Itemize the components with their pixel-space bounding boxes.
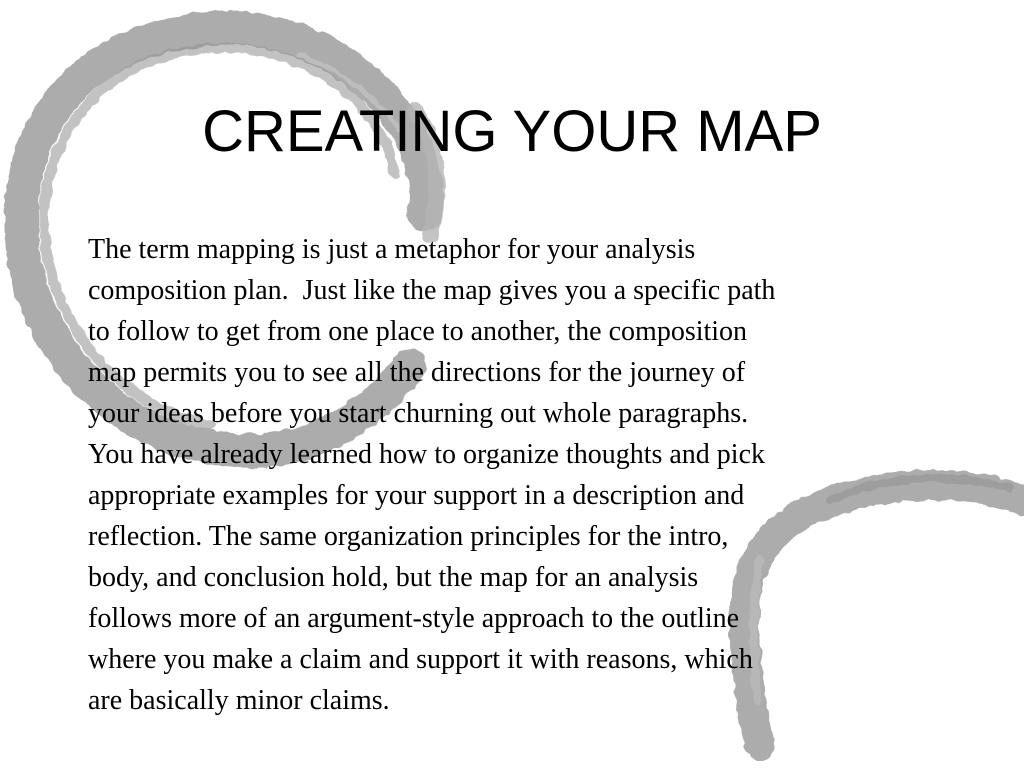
body-text-line: The term mapping is just a metaphor for your analysis [88, 234, 696, 265]
body-text-line: body, and conclusion hold, but the map for an analysis [88, 562, 699, 593]
body-text-line: composition plan. Just like the map gives you a specific path [88, 275, 776, 306]
body-text-line: map permits you to see all the directions for the journey of [88, 357, 746, 388]
body-text-line: your ideas before you start churning out whole paragraphs. [88, 398, 749, 429]
body-text-line: where you make a claim and support it with reasons, which [88, 644, 753, 675]
body-text-line: are basically minor claims. [88, 685, 390, 716]
body-text-line: appropriate examples for your support in a description and [88, 480, 745, 511]
slide-body-text [88, 229, 948, 721]
slide-title: CREATING YOUR MAP [202, 99, 822, 164]
body-text-line: You have already learned how to organize thoughts and pick [88, 439, 766, 470]
body-text-line: to follow to get from one place to another, the composition [88, 316, 748, 347]
body-text-line: reflection. The same organization principles for the intro, [88, 521, 729, 552]
body-text-line: follows more of an argument-style approach to the outline [88, 603, 740, 634]
